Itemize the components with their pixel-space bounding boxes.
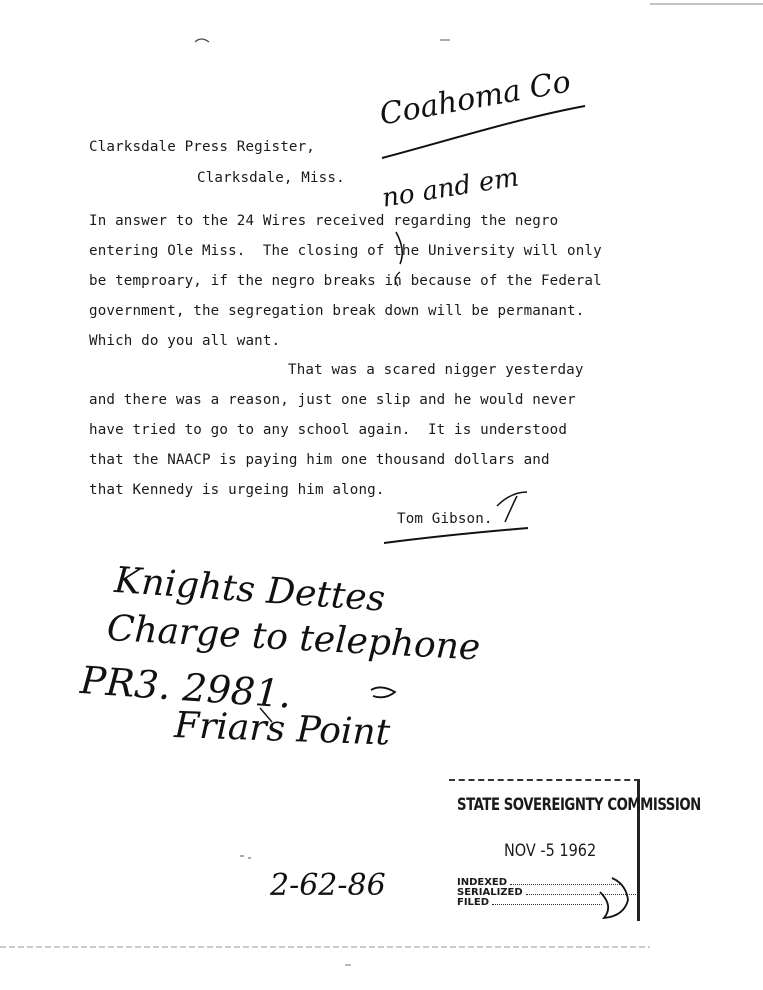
stamp-title: STATE SOVEREIGNTY COMMISSION [457, 795, 701, 815]
stamp-indexed-label: INDEXED [457, 877, 508, 888]
body-line: entering Ole Miss. The closing of the University will only [89, 243, 602, 259]
stamp-date: NOV -5 1962 [504, 841, 597, 861]
body-line: and there was a reason, just one slip and he would never [89, 392, 576, 408]
stamp-serialized-label: SERIALIZED [457, 887, 523, 898]
handwritten-note-line: Charge to telephone [105, 608, 482, 669]
handwritten-note-line: Friars Point [173, 705, 391, 754]
handwritten-file-number: 2-62-86 [270, 868, 386, 903]
body-line: that Kennedy is urgeing him along. [89, 482, 385, 498]
body-line: that the NAACP is paying him one thousand dollars and [89, 452, 550, 468]
body-line: have tried to go to any school again. It is understood [89, 422, 568, 438]
commission-stamp [449, 779, 701, 921]
handwritten-note-top: no and em [380, 162, 521, 214]
body-line: be temproary, if the negro breaks in because of the Federal [89, 273, 602, 289]
handwritten-county: Coahoma Co [377, 64, 574, 133]
handwritten-note-line: Knights Dettes [113, 560, 387, 620]
body-line: In answer to the 24 Wires received regarding the negro [89, 213, 559, 229]
body-line: government, the segregation break down will be permanant. [89, 303, 585, 319]
signature: Tom Gibson. [397, 511, 493, 527]
handwritten-phone: PR3. 2981. [78, 658, 293, 717]
addressee-line-2: Clarksdale, Miss. [197, 170, 345, 186]
body-line: Which do you all want. [89, 333, 281, 349]
addressee-line-1: Clarksdale Press Register, [89, 139, 315, 155]
body-line: That was a scared nigger yesterday [288, 362, 584, 378]
stamp-filed-row [457, 897, 602, 908]
stamp-filed-label: FILED [457, 897, 490, 908]
